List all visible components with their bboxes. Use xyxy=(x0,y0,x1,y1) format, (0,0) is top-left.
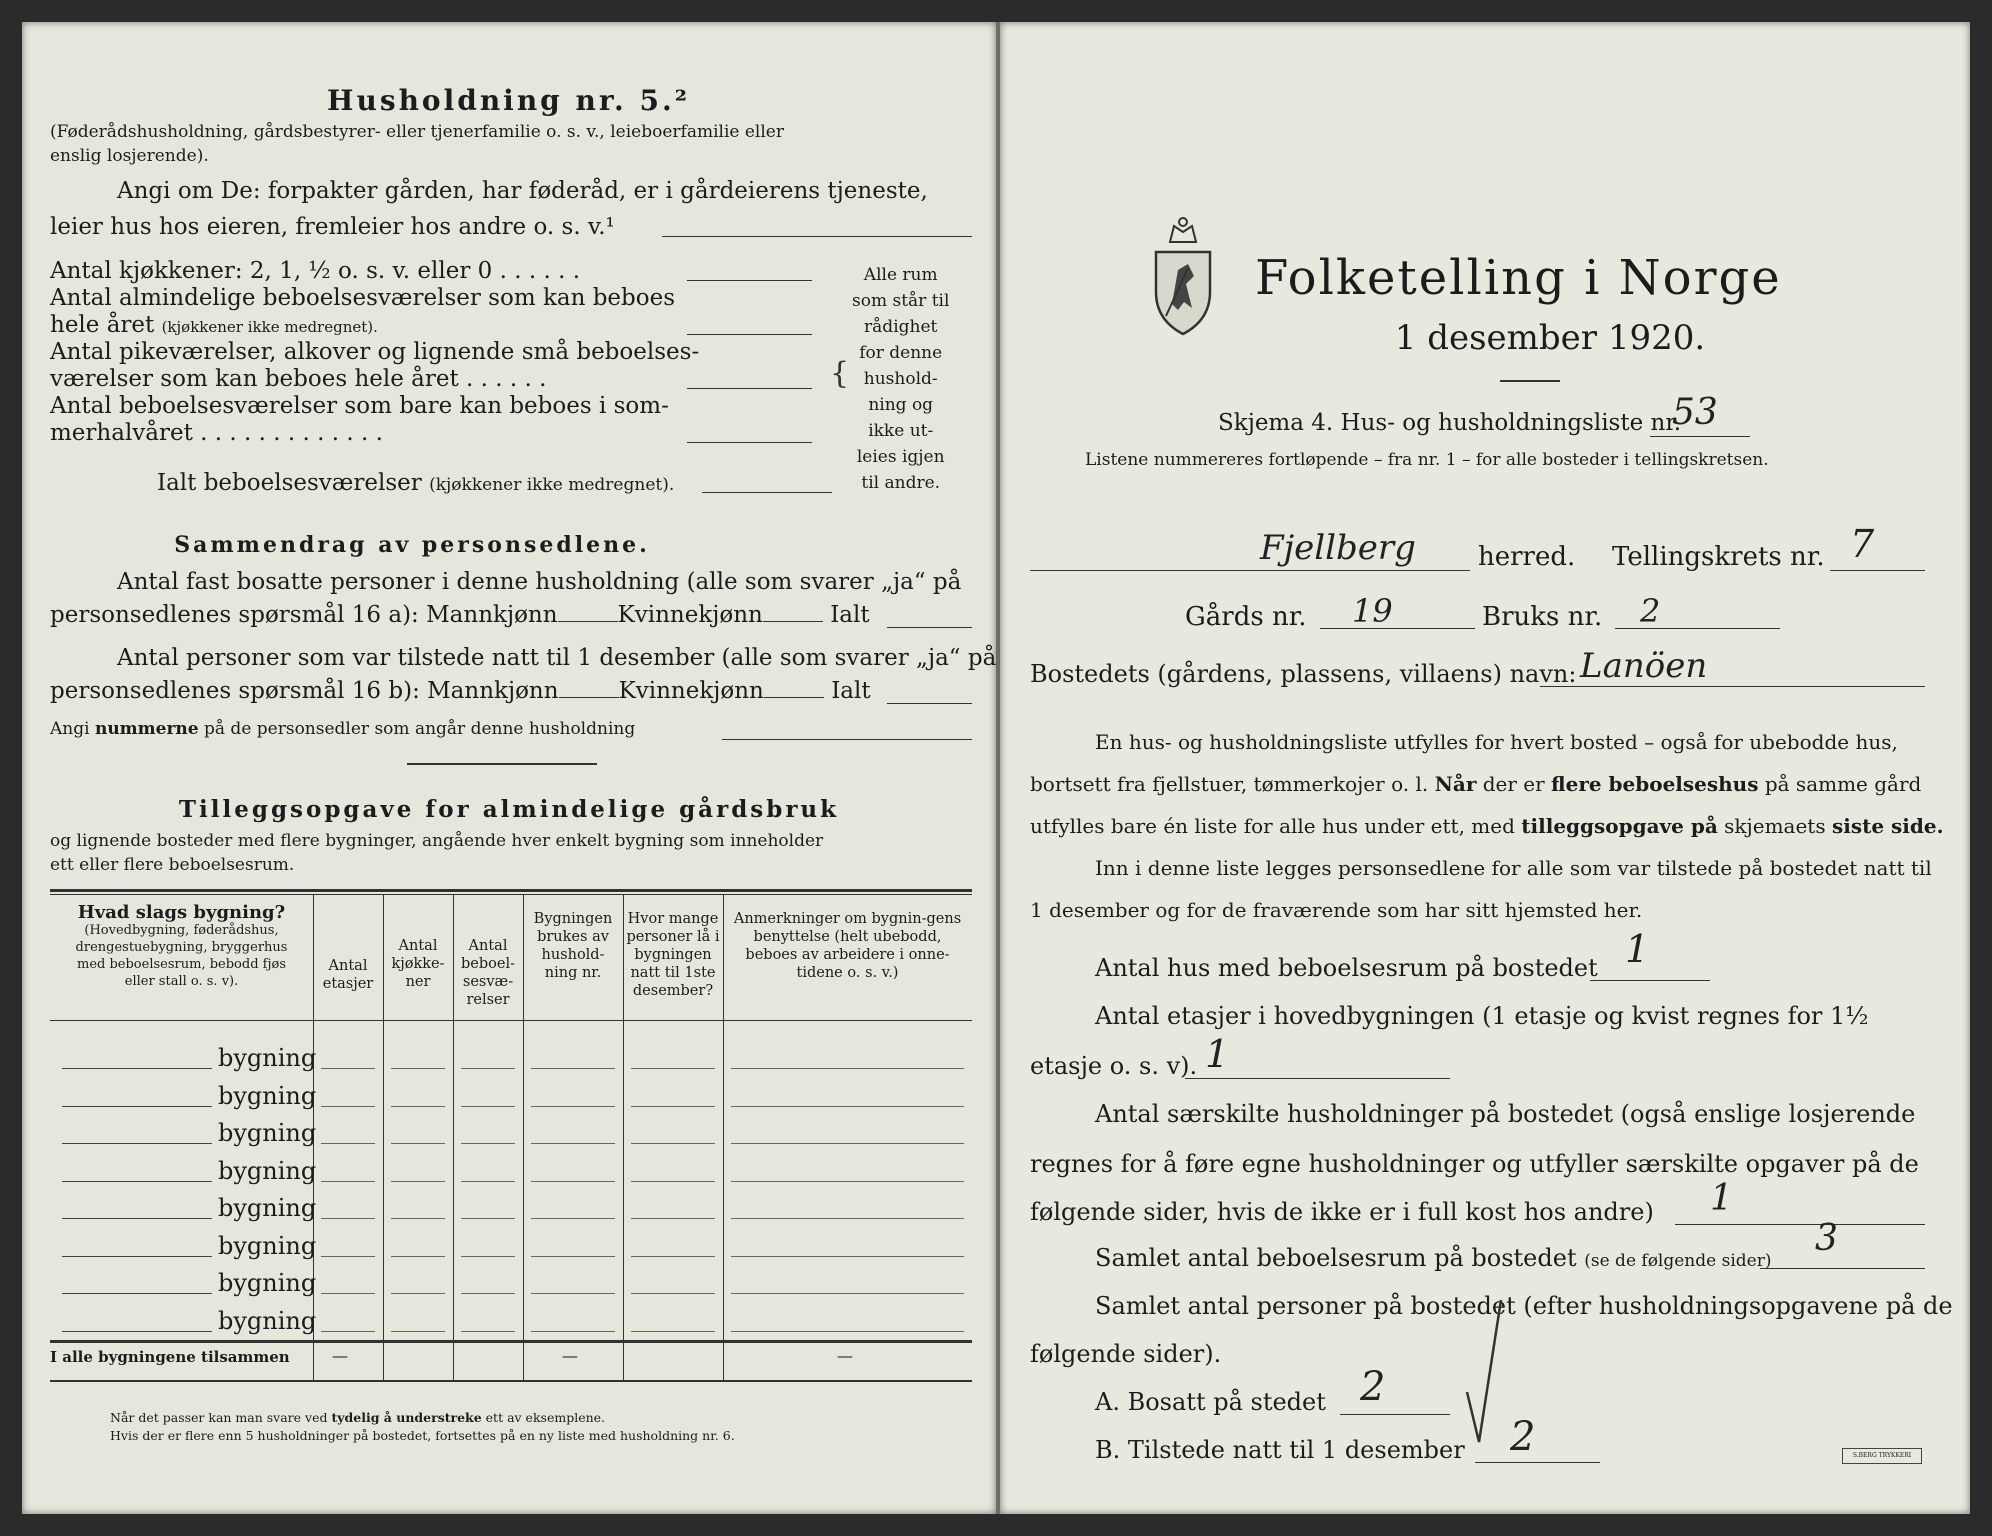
summary-p1a: Antal fast bosatte personer i denne husholdning (alle som svarer „ja“ på xyxy=(117,569,962,595)
summary-p3: Angi nummerne på de personsedler som angår denne husholdning xyxy=(50,719,636,739)
instruction-2: bortsett fra fjellstuer, tømmerkojer o. l. Når der er flere beboelseshus på samme gård xyxy=(1030,772,1922,796)
summary-p2a: Antal personer som var tilstede natt til 1 desember (alle som svarer „ja“ på xyxy=(117,645,997,671)
side-note-line: ikke ut- xyxy=(868,421,934,441)
q-hus-value: 1 xyxy=(1625,927,1650,971)
bruks-label: Bruks nr. xyxy=(1482,602,1603,632)
row-label: bygning xyxy=(218,1194,317,1222)
side-note-line: leies igjen xyxy=(856,447,945,467)
bosted-value: Lanöen xyxy=(1580,646,1708,686)
q-tilstede-value: 2 xyxy=(1510,1414,1536,1460)
rooms-small: Antal pikeværelser, alkover og lignende små beboelses- xyxy=(50,339,700,365)
row-label: bygning xyxy=(218,1119,317,1147)
household-note-1: (Føderådshusholdning, gårdsbestyrer- eller tjenerfamilie o. s. v., leieboerfamilie eller xyxy=(50,122,784,142)
total-etasjer: — xyxy=(332,1346,348,1365)
gards-label: Gårds nr. xyxy=(1185,602,1307,632)
q-personer-2: følgende sider). xyxy=(1030,1340,1222,1368)
side-note-line: Alle rum xyxy=(863,265,938,285)
skjema-label: Skjema 4. Hus- og husholdningsliste nr. xyxy=(1218,410,1682,436)
instruction-3: utfylles bare én liste for alle hus under ett, med tilleggsopgave på skjemaets siste side. xyxy=(1030,814,1944,838)
instruction-5: 1 desember og for de fraværende som har sitt hjemsted her. xyxy=(1030,898,1643,922)
krets-value: 7 xyxy=(1850,522,1875,566)
instruction-1: En hus- og husholdningsliste utfylles for hvert bosted – også for ubebodde hus, xyxy=(1095,730,1898,754)
rooms-summer-2: merhalvåret . . . . . . . . . . . . . xyxy=(50,420,383,446)
row-label: bygning xyxy=(218,1269,317,1297)
rooms-ordinary: Antal almindelige beboelsesværelser som kan beboes xyxy=(50,285,676,311)
skjema-number: 53 xyxy=(1672,392,1718,433)
bosted-label: Bostedets (gårdens, plassens, villaens) navn: xyxy=(1030,660,1577,688)
summary-p1b: personsedlenes spørsmål 16 a): Mannkjønn Kvinnekjønn Ialt xyxy=(50,602,870,628)
q-etasjer-2: etasje o. s. v). xyxy=(1030,1052,1198,1080)
row-label: bygning xyxy=(218,1231,317,1260)
supplement-desc-2: ett eller flere beboelsesrum. xyxy=(50,855,295,875)
rooms-small-2: værelser som kan beboes hele året . . . . . . xyxy=(50,366,547,392)
col-husholdning-nr: Bygningen brukes av hushold-ning nr. xyxy=(533,911,613,981)
row-label: bygning xyxy=(218,1044,317,1072)
total-husholdning: — xyxy=(562,1346,578,1365)
side-note-line: ning og xyxy=(868,395,934,415)
side-note-line: rådighet xyxy=(864,317,938,337)
census-title: Folketelling i Norge xyxy=(1255,250,1782,306)
rooms-kitchens: Antal kjøkkener: 2, 1, ½ o. s. v. eller 0 . . . . . . xyxy=(50,258,581,284)
col-kjokkener: Antal kjøkke-ner xyxy=(391,938,445,990)
q-etasjer-value: 1 xyxy=(1205,1032,1230,1076)
q-bosatt: A. Bosatt på stedet xyxy=(1095,1388,1326,1416)
side-note-line: til andre. xyxy=(861,473,941,493)
q-personer: Samlet antal personer på bostedet (efter husholdningsopgavene på de xyxy=(1095,1292,1953,1320)
side-note-line: hushold- xyxy=(863,369,938,389)
herred-value: Fjellberg xyxy=(1260,528,1416,568)
q-beboelsesrum-value: 3 xyxy=(1815,1218,1838,1259)
col-etasjer: Antal etasjer xyxy=(322,958,374,992)
side-note-line: for denne xyxy=(859,343,943,363)
rooms-total: Ialt beboelsesværelser (kjøkkener ikke medregnet). xyxy=(157,470,675,496)
col-beboelsesvaerelser: Antal beboel-sesvæ-relser xyxy=(461,938,515,1008)
summary-title: Sammendrag av personsedlene. xyxy=(174,532,650,558)
q-hus: Antal hus med beboelsesrum på bostedet xyxy=(1095,954,1598,982)
total-label: I alle bygningene tilsammen xyxy=(50,1348,290,1366)
row-label: bygning xyxy=(218,1081,317,1110)
herred-label: herred. xyxy=(1478,542,1576,572)
check-mark-icon xyxy=(1465,1292,1505,1452)
side-note-line: som står til xyxy=(852,291,950,311)
q-beboelsesrum: Samlet antal beboelsesrum på bostedet (se de følgende sider) xyxy=(1095,1244,1772,1272)
krets-label: Tellingskrets nr. xyxy=(1612,542,1825,572)
q-husholdninger-2: regnes for å føre egne husholdninger og utfyller særskilte opgaver på de xyxy=(1030,1150,1919,1178)
rooms-ordinary-2: hele året (kjøkkener ikke medregnet). xyxy=(50,312,378,338)
total-anmerkninger: — xyxy=(837,1346,853,1365)
bruks-value: 2 xyxy=(1640,592,1661,630)
q-husholdninger-value: 1 xyxy=(1710,1178,1733,1219)
angi-line-2: leier hus hos eieren, fremleier hos andre o. s. v.¹ xyxy=(50,214,615,240)
supplement-desc-1: og lignende bosteder med flere bygninger, angående hver enkelt bygning som inneholder xyxy=(50,831,824,851)
footnote-1: Når det passer kan man svare ved tydelig å understreke ett av eksemplene. xyxy=(110,1410,606,1425)
q-husholdninger-3: følgende sider, hvis de ikke er i full kost hos andre) xyxy=(1030,1198,1654,1226)
rooms-summer: Antal beboelsesværelser som bare kan beboes i som- xyxy=(50,393,669,419)
instruction-4: Inn i denne liste legges personsedlene for alle som var tilstede på bostedet natt til xyxy=(1095,856,1932,880)
rooms-brace: { xyxy=(830,356,850,391)
angi-line-1: Angi om De: forpakter gården, har føderåd, er i gårdeierens tjeneste, xyxy=(117,178,928,204)
household-title: Husholdning nr. 5.² xyxy=(327,84,691,117)
q-tilstede: B. Tilstede natt til 1 desember xyxy=(1095,1436,1465,1464)
row-label: bygning xyxy=(218,1306,317,1335)
household-note-2: enslig losjerende). xyxy=(50,146,209,166)
rooms-side-note xyxy=(852,262,949,496)
listene-note: Listene nummereres fortløpende – fra nr. 1 – for alle bosteder i tellingskretsen. xyxy=(1085,450,1769,470)
right-page xyxy=(1000,22,1970,1514)
footnote-2: Hvis der er flere enn 5 husholdninger på bostedet, fortsettes på en ny liste med husholdning nr. 6. xyxy=(110,1428,735,1443)
col-anmerkninger: Anmerkninger om bygnin-gens benyttelse (helt ubebodd, beboes av arbeidere i onne-tidene o. s. v.) xyxy=(733,911,962,981)
q-husholdninger: Antal særskilte husholdninger på bostedet (også enslige losjerende xyxy=(1095,1100,1916,1128)
printer-stamp: S.BERG TRYKKERI xyxy=(1842,1448,1922,1464)
left-page xyxy=(22,22,996,1514)
summary-p2b: personsedlenes spørsmål 16 b): Mannkjønn Kvinnekjønn Ialt xyxy=(50,678,871,704)
census-date: 1 desember 1920. xyxy=(1394,318,1706,358)
col-personer: Hvor mange personer lå i bygningen natt til 1ste desember? xyxy=(626,911,720,999)
supplement-title: Tilleggsopgave for almindelige gårdsbruk xyxy=(178,796,840,823)
col-building-type: Hvad slags bygning? (Hovedbygning, føderådshus, drengestuebygning, bryggerhus med beboelsesrum, bebodd fjøs eller stall o. s. v). xyxy=(75,902,288,989)
q-bosatt-value: 2 xyxy=(1360,1364,1386,1410)
gards-value: 19 xyxy=(1352,592,1393,630)
q-etasjer: Antal etasjer i hovedbygningen (1 etasje og kvist regnes for 1½ xyxy=(1095,1002,1869,1030)
row-label: bygning xyxy=(218,1156,317,1185)
